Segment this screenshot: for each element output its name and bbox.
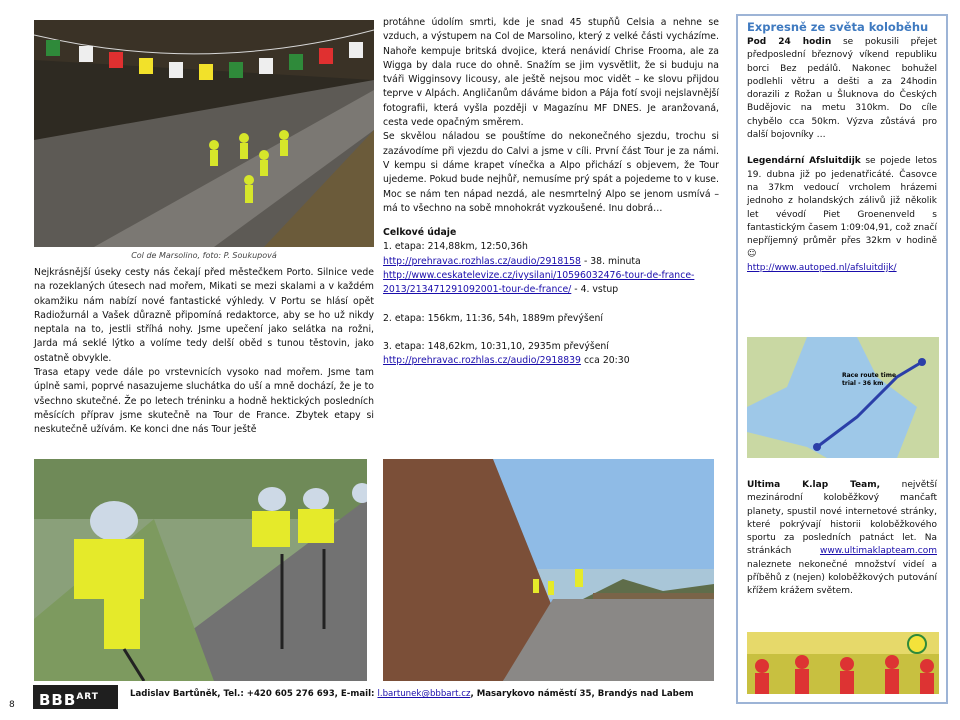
team-photo [747,632,939,694]
logo-suffix: ART [76,692,99,702]
summary-title: Celkové údaje [383,227,457,239]
news-headline: Pod 24 hodin [747,37,832,47]
paragraph: Trasa etapy vede dále po vrstevnicích vysoko nad mořem. Jsme tam úplně sami, poprvé nasazujeme sluchátka do uší a mně dochází, že je to všechno skutečné. Že po letech tréninku a hodně hektických posledních měsících příprav jsme skutečně na Tour de France. Zbytek etapy si neskutečně užívám. Ke konci dne nás Tour ještě [34,367,374,436]
news-text: se pokusili přejet předposlední březnový víkend republiku borci Bez pedálů. Nakonec bohužel podlehli větru a dešti a za 24hodin dorazili z Rožan u Šluknova do Českých Budějovic na metu 310km. Do cíle chybělo cca 50km. Výzva zůstává pro další bojovníky … [747,37,937,141]
paragraph: protáhne údolím smrti, kde je snad 45 stupňů Celsia a nehne se vzduch, a výstupem na Col de Marsolino, který z velké části vycházíme. Nahoře kempuje britská dvojice, která nenávidí Chrise Frooma, ale za Wigga by dala ruce do ohně. Snažím se jim vysvětlit, že si buduju na tváři Wigginsovy licousy, ale ještě nejsou moc vidět – ke slovu přijdou teprve v Alpách. Angličanům dáváme bidon a Pája fotí svoji nejslavnější fotografii, která vyšla později v Magazínu MF DNES. Je aranžovaná, cesta vede opačným směrem. [383,17,719,129]
sidebar-text-1 [747,36,937,275]
bbbart-logo [33,685,118,709]
stage3-line: 3. etapa: 148,62km, 10:31,10, 2935m převýšení [383,340,609,352]
footer-email-link[interactable]: l.bartunek@bbbart.cz [377,689,471,699]
news-text: naleznete nekonečné množství videí a příběhů z (nejen) koloběžkových putování křížem krážem světem. [747,559,937,597]
stage3-link-line [383,354,719,368]
stage1-link-ceskatelevize[interactable]: http://www.ceskatelevize.cz/ivysilani/10596032476-tour-de-france-2013/213471291092001-tour-de-france/ [383,270,695,296]
stage3-link-suffix: cca 20:30 [580,355,630,367]
stage1-link1-line [383,255,719,269]
afsluitdijk-link[interactable]: http://www.autoped.nl/afsluitdijk/ [747,262,897,273]
footer-suffix: , Masarykovo náměstí 35, Brandýs nad Labem [470,689,694,699]
photo-coastal-road [383,459,714,681]
sidebar-title: Expresně ze světa koloběhu [747,20,929,34]
stage1-link-rozhlas[interactable]: http://prehravac.rozhlas.cz/audio/2918158 [383,255,581,267]
photo-caption: Col de Marsolino, foto: P. Soukupová [131,251,277,260]
footer-prefix: Ladislav Bartůněk, Tel.: +420 605 276 693, E-mail: [130,689,378,699]
news-headline: Ultima K.lap Team, [747,480,881,490]
news-text: se pojede letos 19. dubna již po jedenatřicáté. Časovce na 37km vedoucí vrcholem hrázemi jednoho z holandských zálivů již několik let vévodí Piet Groenenveld s fantastickým časem 1:09:04,91, což značí nepříjemný průměr přes 32km v hodině ☺ [747,156,937,260]
stage1-link2-suffix: - 4. vstup [571,284,619,296]
stage2-line: 2. etapa: 156km, 11:36, 54h, 1889m převýšení [383,312,603,324]
paragraph: Se skvělou náladou se pouštíme do nekonečného sjezdu, trochu si zazávodíme při vjezdu do Calvi a jsme v cíli. První část Tour je za námi. V kempu si dáme krapet vínečka a Alpo přichází s objevem, že Tour ujedeme. Pokud bude nejhůř, nemusíme prý spát a pojedeme to v kuse. Moc se nám ten nápad nezdá, ale nesmrtelný Alpo se jenom usmívá – má to všechno na sobě mnohokrát vyzkoušené. Inu dobrá… [383,131,719,214]
news-headline: Legendární Afsluitdijk [747,156,861,167]
left-column-text [34,266,374,438]
photo-riders-close [34,459,367,681]
paragraph: Nejkrásnější úseky cesty nás čekají před městečkem Porto. Silnice vede na rozeklaných útesech nad mořem, Mikati se mezi skalami a v každém okamžiku nám nabízí nové fantastické výhledy. V Portu se hlásí opět Radiožurnál a Vašek důrazně připomíná redaktorce, aby se ho už nikdy neptala na to, jestli stříhá nohy. Jsme upečení jako selátka na rožni, Jarda má seklé lýtko a volíme tedy delší oběd s tunou těstovin, jako ostatně obvykle. [34,267,374,364]
stage1-line: 1. etapa: 214,88km, 12:50,36h [383,241,528,253]
news-text: největší mezinárodní koloběžkový mančaft planety, spustil nové internetové stránky, které pokrývají historii koloběžkového sportu za posledních patnáct let. Na stránkách [747,480,937,557]
ultimaklapteam-link[interactable]: www.ultimaklapteam.com [819,546,937,557]
stage3-link-rozhlas[interactable]: http://prehravac.rozhlas.cz/audio/2918839 [383,355,581,367]
page-number: 8 [9,700,15,710]
stage1-link2-line [383,269,719,298]
sidebar-news-box [736,14,948,704]
stage1-link1-suffix: - 38. minuta [580,255,641,267]
race-route-map [747,337,939,458]
logo-text: BBB [39,691,77,709]
middle-column-text [383,16,719,369]
footer-contact [130,689,694,699]
map-label: Race route time trial - 36 km [842,372,897,387]
sidebar-text-2 [747,479,937,599]
photo-col-de-marsolino [34,20,374,247]
